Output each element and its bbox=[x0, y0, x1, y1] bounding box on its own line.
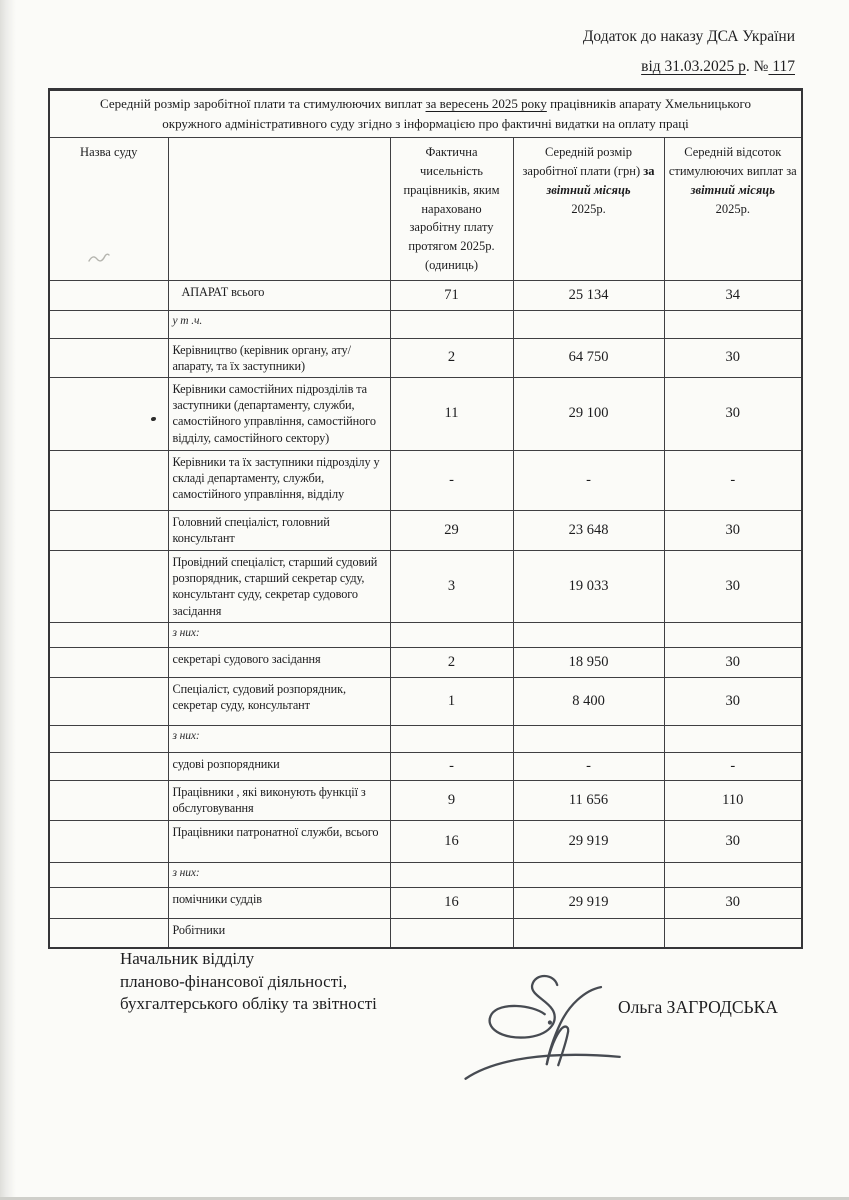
position-line1: Начальник відділу bbox=[120, 949, 255, 968]
category-cell: Головний спеціаліст, головний консультант bbox=[168, 510, 390, 550]
headcount-cell: 1 bbox=[390, 677, 513, 725]
table-row bbox=[49, 862, 802, 887]
order-number: 117 bbox=[768, 58, 795, 76]
category-cell: у т .ч. bbox=[168, 310, 390, 338]
table-row bbox=[49, 377, 802, 450]
table-row bbox=[49, 550, 802, 622]
headcount-cell bbox=[390, 862, 513, 887]
court-name-cell bbox=[49, 310, 168, 338]
table-row bbox=[49, 820, 802, 862]
table-row bbox=[49, 310, 802, 338]
salary-cell bbox=[513, 862, 664, 887]
salary-cell: 23 648 bbox=[513, 510, 664, 550]
category-cell: помічники суддів bbox=[168, 887, 390, 918]
percent-cell: 30 bbox=[664, 550, 802, 622]
percent-cell: 30 bbox=[664, 647, 802, 677]
salary-cell: - bbox=[513, 752, 664, 780]
salary-cell: 29 919 bbox=[513, 820, 664, 862]
headcount-cell: 2 bbox=[390, 647, 513, 677]
headcount-cell: - bbox=[390, 450, 513, 510]
percent-cell bbox=[664, 622, 802, 647]
table-row bbox=[49, 622, 802, 647]
percent-cell: - bbox=[664, 752, 802, 780]
court-name-cell bbox=[49, 550, 168, 622]
percent-cell bbox=[664, 725, 802, 752]
header-court-name: Назва суду bbox=[49, 138, 168, 280]
order-number-sign: . № bbox=[745, 58, 769, 76]
table-row bbox=[49, 725, 802, 752]
header-average-percent bbox=[664, 138, 802, 280]
table-title-row bbox=[49, 90, 802, 138]
court-name-cell bbox=[49, 780, 168, 820]
percent-cell: 30 bbox=[664, 820, 802, 862]
table-row bbox=[49, 338, 802, 377]
category-cell: Керівництво (керівник органу, ату/апарату, та їх заступники) bbox=[168, 338, 390, 377]
salary-cell: 18 950 bbox=[513, 647, 664, 677]
order-reference bbox=[583, 28, 795, 88]
salary-cell bbox=[513, 622, 664, 647]
category-cell: Спеціаліст, судовий розпорядник, секретар суду, консультант bbox=[168, 677, 390, 725]
table-title-post: працівників апарату Хмельницького окружного адміністративного суду згідно з інформацією про фактичні видатки на оплату праці bbox=[162, 96, 752, 132]
salary-cell: 8 400 bbox=[513, 677, 664, 725]
headcount-cell: 3 bbox=[390, 550, 513, 622]
category-cell: Робітники bbox=[168, 918, 390, 948]
table-title-pre: Середній розмір заробітної плати та стимулюючих виплат bbox=[100, 96, 426, 111]
headcount-cell: 11 bbox=[390, 377, 513, 450]
scan-edge-shadow bbox=[0, 0, 16, 1200]
headcount-cell: 9 bbox=[390, 780, 513, 820]
category-cell: Працівники , які виконують функції з обслуговування bbox=[168, 780, 390, 820]
percent-cell: 30 bbox=[664, 887, 802, 918]
table-row bbox=[49, 780, 802, 820]
header-percent-month: звітний місяць bbox=[690, 182, 775, 197]
table-row bbox=[49, 887, 802, 918]
court-name-cell bbox=[49, 820, 168, 862]
court-name-cell bbox=[49, 677, 168, 725]
order-reference-line1: Додаток до наказу ДСА України bbox=[582, 28, 795, 45]
signee-name: Ольга ЗАГРОДСЬКА bbox=[618, 997, 778, 1017]
header-headcount: Фактична чисельність працівників, яким нараховано заробітну плату протягом 2025р.(одиниць) bbox=[390, 138, 513, 280]
salary-cell bbox=[513, 918, 664, 948]
percent-cell: 30 bbox=[664, 338, 802, 377]
salary-cell bbox=[513, 310, 664, 338]
position-line2: планово-фінансової діяльності, bbox=[120, 971, 348, 991]
headcount-cell: 71 bbox=[390, 280, 513, 310]
percent-cell: 30 bbox=[664, 510, 802, 550]
handwritten-signature bbox=[452, 960, 652, 1085]
header-category bbox=[168, 138, 390, 280]
table-body bbox=[49, 280, 802, 948]
header-salary-za: за bbox=[643, 164, 655, 179]
category-cell: з них: bbox=[168, 622, 390, 647]
order-reference-line2 bbox=[583, 58, 795, 75]
salary-cell: 29 100 bbox=[513, 377, 664, 450]
percent-cell: 30 bbox=[664, 377, 802, 450]
salary-cell: 11 656 bbox=[513, 780, 664, 820]
category-cell: секретарі судового засідання bbox=[168, 647, 390, 677]
table-header-row bbox=[49, 138, 802, 280]
court-name-cell bbox=[49, 377, 168, 450]
header-salary-pre: Середній розмір заробітної плати (грн) bbox=[522, 145, 644, 179]
court-name-cell bbox=[49, 862, 168, 887]
table-row bbox=[49, 752, 802, 780]
percent-cell: - bbox=[664, 450, 802, 510]
category-cell: Працівники патронатної служби, всього bbox=[168, 820, 390, 862]
court-name-cell bbox=[49, 338, 168, 377]
percent-cell: 110 bbox=[664, 780, 802, 820]
court-name-cell bbox=[49, 752, 168, 780]
court-name-cell bbox=[49, 450, 168, 510]
category-cell: Керівники самостійних підрозділів та заступники (департаменту, служби, самостійного управління, самостійного відділу, самостійного сектору) bbox=[168, 377, 390, 450]
salary-cell bbox=[513, 725, 664, 752]
court-name-cell bbox=[49, 510, 168, 550]
salary-cell: 19 033 bbox=[513, 550, 664, 622]
table-title-period: за вересень 2025 року bbox=[425, 96, 547, 111]
court-name-cell bbox=[49, 725, 168, 752]
table-row bbox=[49, 510, 802, 550]
signatory-position bbox=[120, 948, 377, 1016]
salary-cell: 64 750 bbox=[513, 338, 664, 377]
percent-cell bbox=[664, 862, 802, 887]
percent-cell bbox=[664, 918, 802, 948]
percent-cell: 34 bbox=[664, 280, 802, 310]
headcount-cell: - bbox=[390, 752, 513, 780]
headcount-cell: 2 bbox=[390, 338, 513, 377]
court-name-cell bbox=[49, 280, 168, 310]
category-cell: Керівники та їх заступники підрозділу у складі департаменту, служби, самостійного управління, відділу bbox=[168, 450, 390, 510]
category-cell: АПАРАТ всього bbox=[168, 280, 390, 310]
court-name-cell bbox=[49, 887, 168, 918]
salary-table bbox=[48, 88, 803, 949]
category-cell: з них: bbox=[168, 862, 390, 887]
header-salary-year: 2025р. bbox=[571, 201, 606, 216]
salary-cell: - bbox=[513, 450, 664, 510]
category-cell: з них: bbox=[168, 725, 390, 752]
headcount-cell: 16 bbox=[390, 820, 513, 862]
salary-cell: 25 134 bbox=[513, 280, 664, 310]
category-cell: Провідний спеціаліст, старший судовий розпорядник, старший секретар суду, консультант суду, секретар судового засідання bbox=[168, 550, 390, 622]
header-percent-pre: Середній відсоток стимулюючих виплат за bbox=[668, 145, 797, 179]
header-salary-month: звітний місяць bbox=[546, 182, 631, 197]
table-title bbox=[49, 90, 802, 138]
table-row bbox=[49, 280, 802, 310]
table-row bbox=[49, 918, 802, 948]
headcount-cell bbox=[390, 725, 513, 752]
order-date: від 31.03.2025 р bbox=[641, 58, 746, 76]
court-name-cell bbox=[49, 918, 168, 948]
table-row bbox=[49, 677, 802, 725]
court-name-cell bbox=[49, 622, 168, 647]
court-name-cell bbox=[49, 647, 168, 677]
table-row bbox=[49, 647, 802, 677]
header-percent-year: 2025р. bbox=[715, 201, 750, 216]
percent-cell: 30 bbox=[664, 677, 802, 725]
headcount-cell bbox=[390, 310, 513, 338]
position-line3: бухгалтерського обліку та звітності bbox=[120, 994, 377, 1014]
headcount-cell: 16 bbox=[390, 887, 513, 918]
header-average-salary bbox=[513, 138, 664, 280]
headcount-cell bbox=[390, 918, 513, 948]
salary-cell: 29 919 bbox=[513, 887, 664, 918]
headcount-cell: 29 bbox=[390, 510, 513, 550]
headcount-cell bbox=[390, 622, 513, 647]
table-row bbox=[49, 450, 802, 510]
percent-cell bbox=[664, 310, 802, 338]
category-cell: судові розпорядники bbox=[168, 752, 390, 780]
